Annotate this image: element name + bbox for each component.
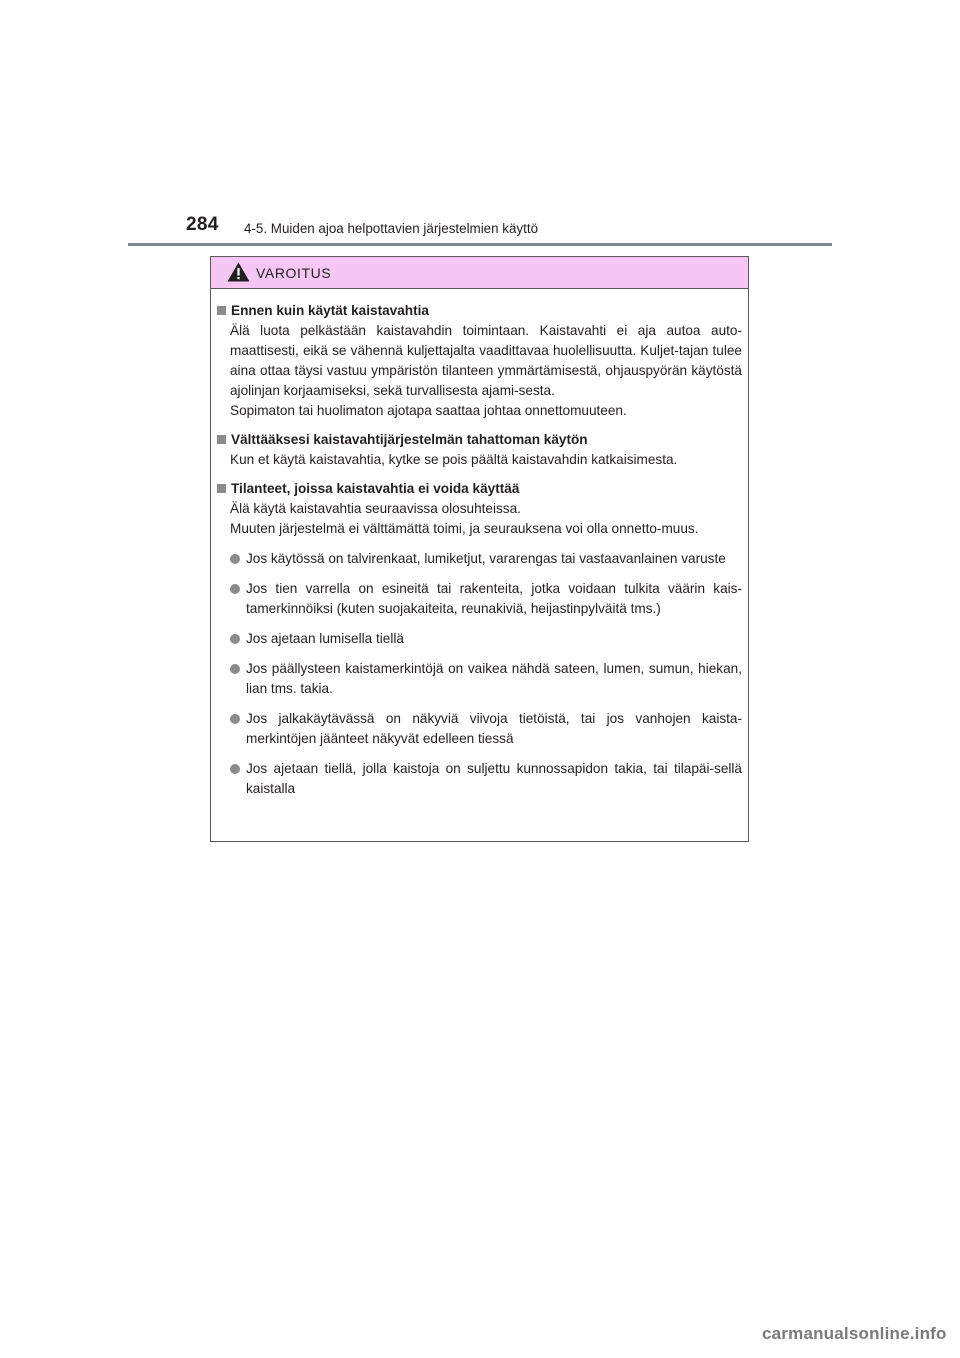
circle-bullet-icon bbox=[230, 554, 240, 564]
list-item bbox=[230, 579, 742, 619]
warning-body bbox=[211, 289, 748, 799]
list-item-text: Jos jalkakäytävässä on näkyviä viivoja tietöistä, tai jos vanhojen kaista-merkintöjen jäänteet näkyvät edelleen tiessä bbox=[246, 711, 742, 746]
square-bullet-icon bbox=[217, 435, 226, 444]
page-number: 284 bbox=[186, 214, 219, 235]
list-item-text: Jos ajetaan tiellä, jolla kaistoja on suljettu kunnossapidon takia, tai tilapäi-sellä kaistalla bbox=[246, 761, 742, 796]
paragraph: Älä käytä kaistavahtia seuraavissa olosuhteissa. bbox=[230, 501, 521, 516]
paragraph: Sopimaton tai huolimaton ajotapa saattaa johtaa onnettomuuteen. bbox=[230, 403, 627, 418]
circle-bullet-icon bbox=[230, 714, 240, 724]
topic-avoid-unintended-use bbox=[217, 430, 742, 470]
warning-label: VAROITUS bbox=[256, 265, 332, 281]
topic-heading bbox=[217, 479, 742, 499]
paragraph: Muuten järjestelmä ei välttämättä toimi, ja seurauksena voi olla onnetto-muus. bbox=[230, 521, 699, 536]
list-item bbox=[230, 709, 742, 749]
list-item bbox=[230, 549, 742, 569]
topic-before-use bbox=[217, 301, 742, 421]
circle-bullet-icon bbox=[230, 634, 240, 644]
watermark-logo[interactable]: carmanualsonline.info bbox=[762, 1324, 947, 1343]
circle-bullet-icon bbox=[230, 764, 240, 774]
list-item-text: Jos tien varrella on esineitä tai rakenteita, jotka voidaan tulkita väärin kais-tamerkinnöiksi (kuten suojakaiteita, reunakiviä, heijastinpylväitä tms.) bbox=[246, 581, 742, 616]
warning-triangle-icon bbox=[227, 262, 250, 282]
list-item-text: Jos käytössä on talvirenkaat, lumiketjut, vararengas tai vastaavanlainen varuste bbox=[246, 551, 726, 566]
circle-bullet-icon bbox=[230, 584, 240, 594]
topic-heading bbox=[217, 301, 742, 321]
list-item-text: Jos ajetaan lumisella tiellä bbox=[246, 631, 404, 646]
topic-heading-text: Tilanteet, joissa kaistavahtia ei voida käyttää bbox=[231, 481, 520, 496]
section-title: 4-5. Muiden ajoa helpottavien järjestelmien käyttö bbox=[244, 221, 539, 236]
topic-heading-text: Välttääksesi kaistavahtijärjestelmän tahattoman käytön bbox=[231, 432, 588, 447]
warning-box bbox=[210, 256, 749, 842]
list-item bbox=[230, 659, 742, 699]
topic-situations-not-usable bbox=[217, 479, 742, 799]
list-item bbox=[230, 629, 742, 649]
header-divider bbox=[128, 243, 832, 246]
paragraph: Älä luota pelkästään kaistavahdin toimintaan. Kaistavahti ei aja autoa auto-maattisesti, eikä se vähennä kuljettajalta vaadittavaa huolellisuutta. Kuljet-tajan tulee aina ottaa täysi vastuu ympäristön tilanteen ymmärtämisestä, ohjauspyörän käytöstä ajolinjan korjaamiseksi, sekä turvallisesta ajami-sesta. bbox=[230, 323, 742, 398]
square-bullet-icon bbox=[217, 484, 226, 493]
list-item bbox=[230, 759, 742, 799]
circle-bullet-icon bbox=[230, 664, 240, 674]
topic-heading-text: Ennen kuin käytät kaistavahtia bbox=[231, 303, 429, 318]
topic-heading bbox=[217, 430, 742, 450]
square-bullet-icon bbox=[217, 306, 226, 315]
warning-header bbox=[211, 257, 748, 289]
list-item-text: Jos päällysteen kaistamerkintöjä on vaikea nähdä sateen, lumen, sumun, hiekan, lian tms. takia. bbox=[246, 661, 742, 696]
paragraph: Kun et käytä kaistavahtia, kytke se pois päältä kaistavahdin katkaisimesta. bbox=[230, 452, 678, 467]
